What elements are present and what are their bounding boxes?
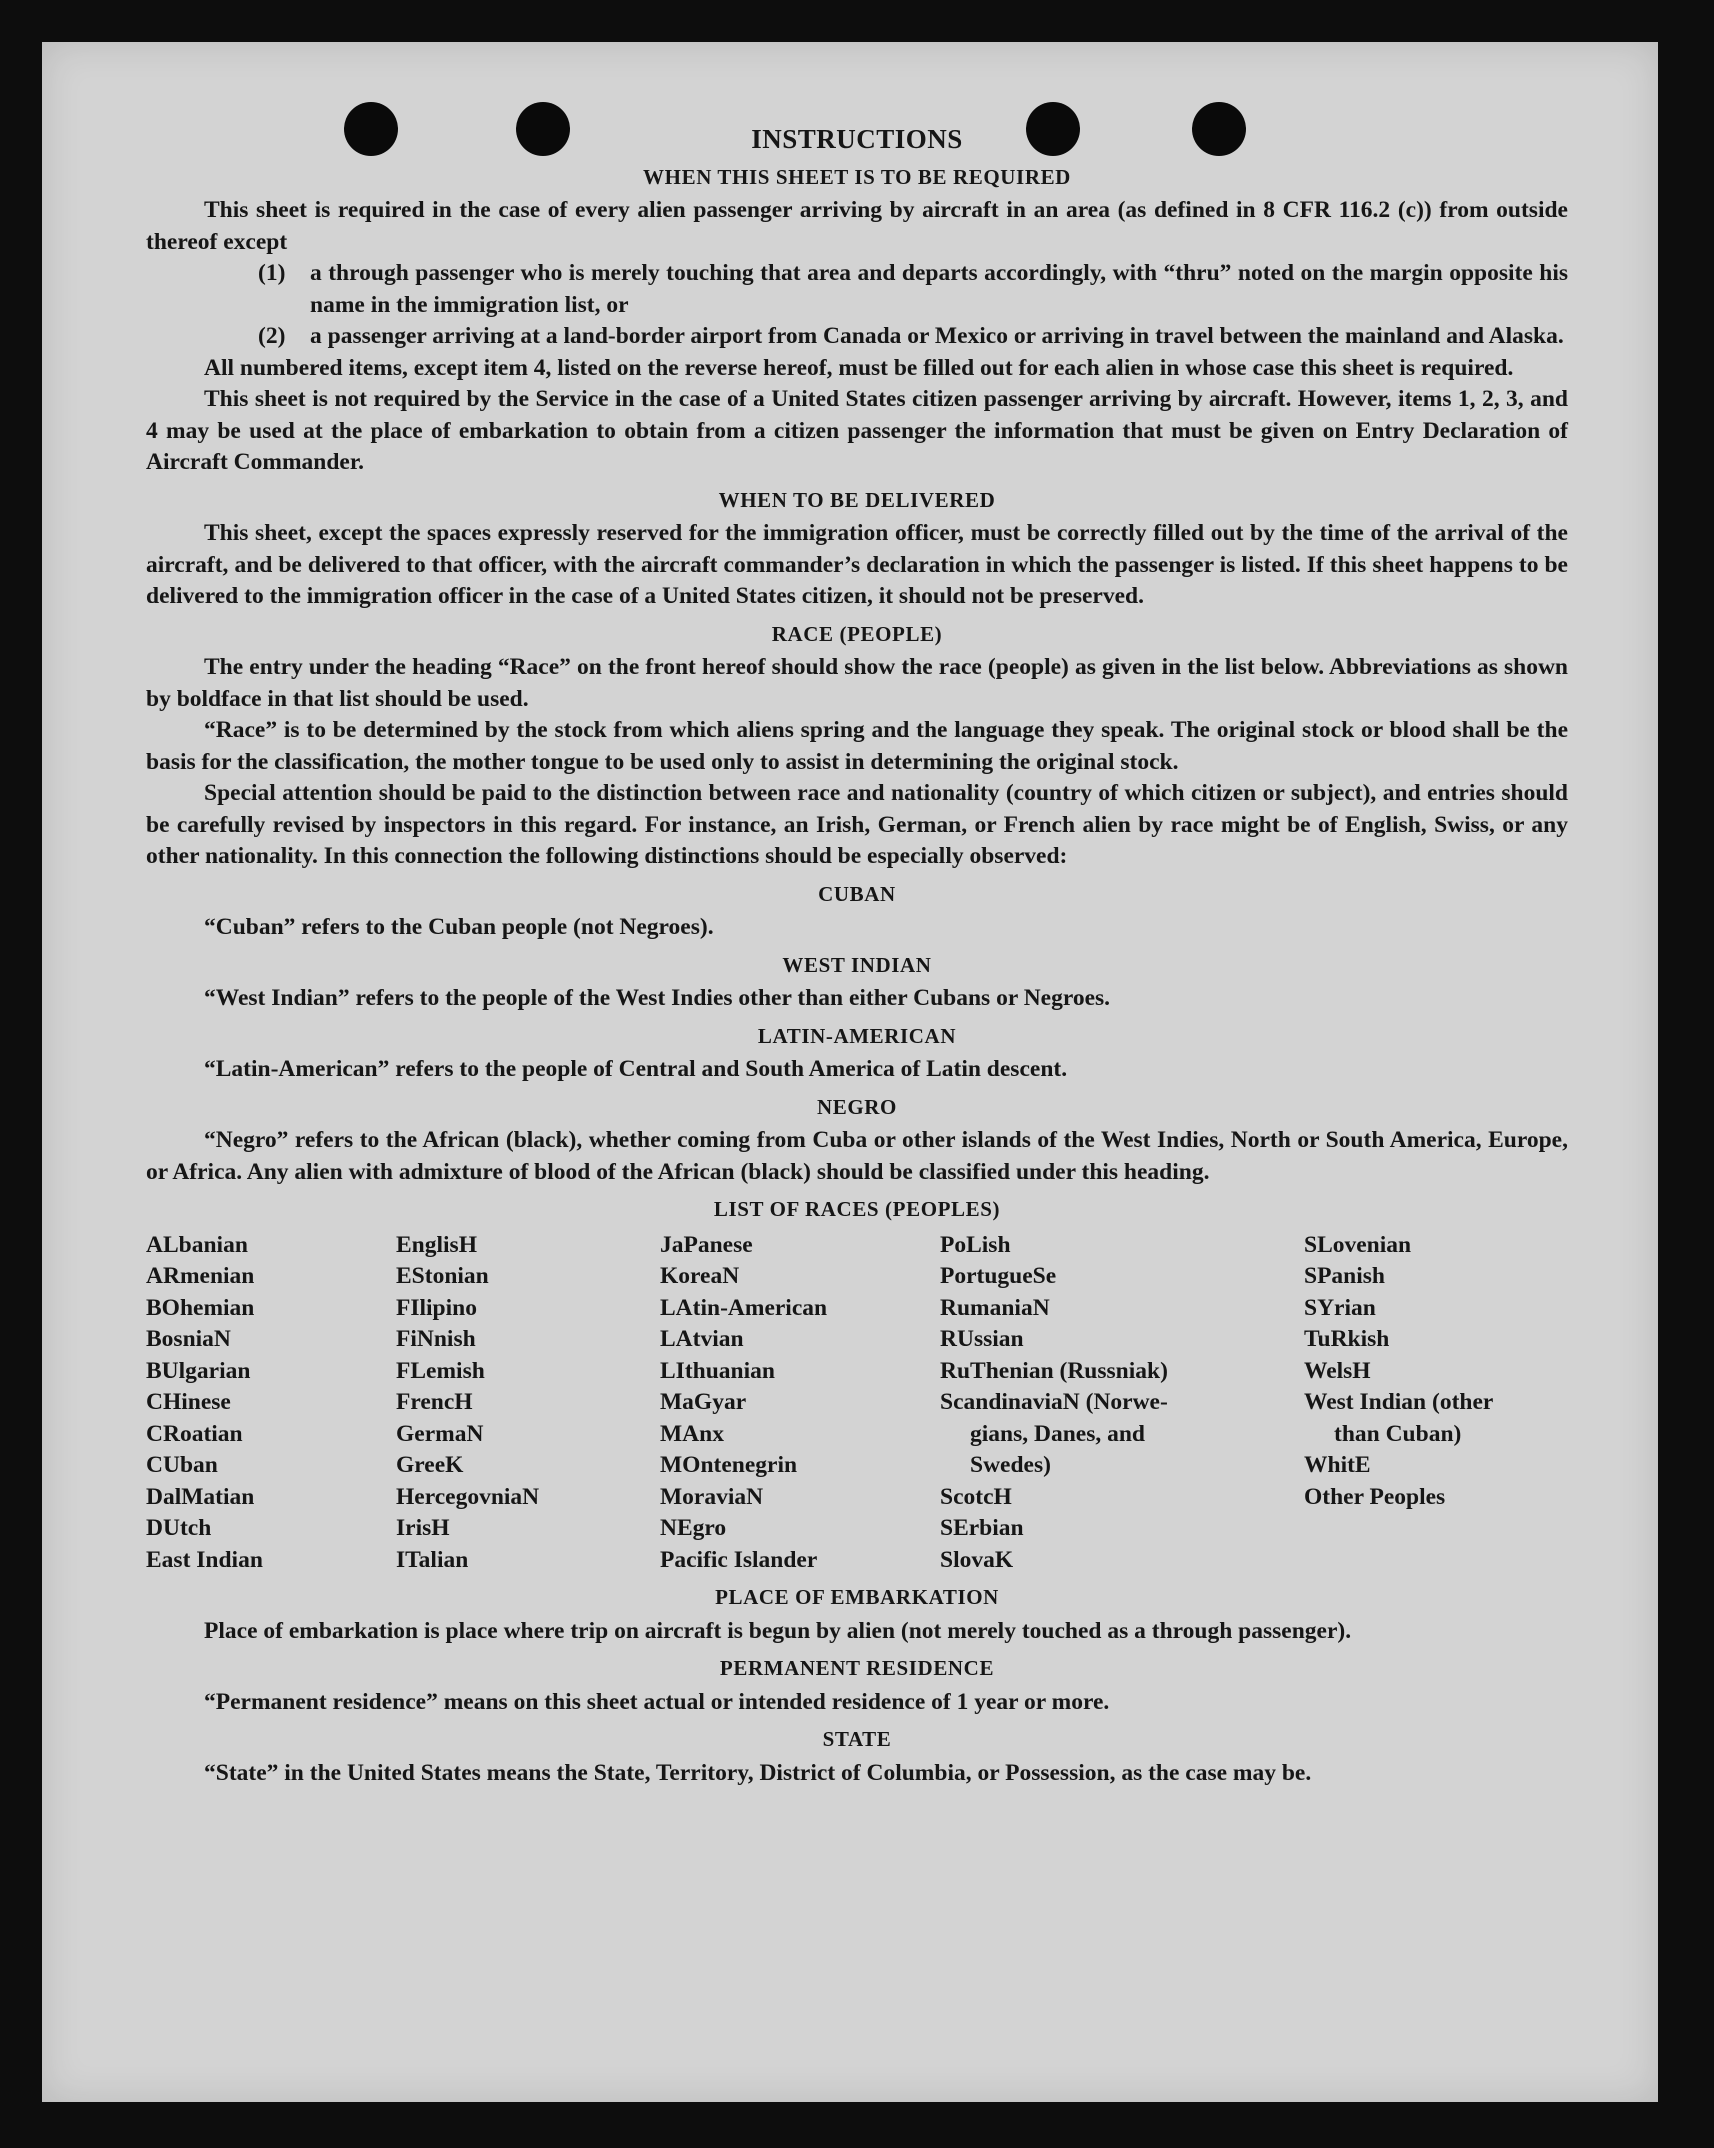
race-paragraph-1: The entry under the heading “Race” on the front hereof should show the race (people) as given in the list below. Abbreviations as shown by boldface in that list should be used.: [146, 654, 1568, 712]
instructions-body: [146, 124, 1568, 1789]
when-required-intro: This sheet is required in the case of every alien passenger arriving by aircraft in an area (as defined in 8 CFR 116.2 (c)) from outside thereof except: [146, 197, 1568, 255]
race-entry: ARmenian: [146, 1263, 255, 1289]
race-entry: ALbanian: [146, 1231, 248, 1258]
race-entry: WelsH: [1304, 1357, 1371, 1384]
race-entry: BUlgarian: [146, 1357, 251, 1384]
heading-state: STATE: [822, 1727, 892, 1751]
heading-latin-american: LATIN-AMERICAN: [757, 1023, 957, 1048]
heading-permanent-residence: PERMANENT RESIDENCE: [719, 1656, 995, 1680]
race-entry: MoraviaN: [660, 1483, 764, 1510]
race-entry: NEgro: [660, 1515, 727, 1541]
races-column: [146, 1230, 396, 1577]
document-sheet: [42, 42, 1658, 2102]
race-entry: SlovaK: [940, 1546, 1014, 1573]
race-entry: DUtch: [146, 1515, 212, 1541]
race-entry: Other Peoples: [1304, 1483, 1446, 1510]
race-entry: GreeK: [396, 1452, 464, 1478]
race-entry: Pacific Islander: [660, 1546, 818, 1573]
race-entry: PortugueSe: [940, 1263, 1057, 1289]
race-entry: GermaN: [396, 1420, 484, 1447]
race-entry: ScotcH: [940, 1483, 1012, 1510]
race-entry: East Indian: [146, 1546, 263, 1573]
race-entry: ITalian: [396, 1546, 469, 1573]
race-entry: CUban: [146, 1452, 218, 1478]
cuban-text: “Cuban” refers to the Cuban people (not Negroes).: [204, 914, 714, 940]
heading-when-required: WHEN THIS SHEET IS TO BE REQUIRED: [643, 164, 1071, 189]
race-entry: gians, Danes, and: [970, 1420, 1145, 1447]
exception-item: (1) a through passenger who is merely touching that area and departs accordingly, with “thru” noted on the margin opposite his name in the immigration list, or: [258, 260, 1568, 318]
race-entry: RUssian: [940, 1326, 1024, 1352]
race-entry: RuThenian (Russniak): [940, 1357, 1168, 1384]
race-entry: TuRkish: [1304, 1326, 1390, 1352]
race-entry: RumaniaN: [940, 1294, 1050, 1321]
negro-text: “Negro” refers to the African (black), whether coming from Cuba or other islands of the West Indies, North or South America, Europe, or Africa. Any alien with admixture of blood of the African (black) should be classified under this heading.: [146, 1127, 1568, 1185]
race-entry: PoLish: [940, 1231, 1011, 1258]
race-entry: SErbian: [940, 1515, 1024, 1541]
races-column: [940, 1230, 1304, 1577]
race-entry: IrisH: [396, 1515, 450, 1541]
race-entry: than Cuban): [1334, 1420, 1462, 1447]
race-entry: LIthuanian: [660, 1357, 775, 1384]
embarkation-text: Place of embarkation is place where trip on aircraft is begun by alien (not merely touched as a through passenger).: [204, 1617, 1352, 1644]
heading-race: RACE (PEOPLE): [771, 621, 943, 646]
heading-when-delivered: WHEN TO BE DELIVERED: [718, 487, 996, 512]
numbered-items-paragraph: All numbered items, except item 4, listed on the reverse hereof, must be filled out for each alien in whose case this sheet is required.: [204, 354, 1514, 381]
race-entry: ScandinaviaN (Norwe-: [940, 1389, 1168, 1415]
race-entry: LAtvian: [660, 1326, 744, 1352]
races-list: [146, 1230, 1568, 1577]
race-paragraph-2: “Race” is to be determined by the stock from which aliens spring and the language they speak. The original stock or blood shall be the basis for the classification, the mother tongue to be used only to assist in determining the original stock.: [146, 717, 1568, 775]
race-entry: KoreaN: [660, 1263, 740, 1289]
race-paragraph-3: Special attention should be paid to the distinction between race and nationality (country of which citizen or subject), and entries should be carefully revised by inspectors in this regard. For instance, an Irish, German, or French alien by race might be of English, Swiss, or any other nationality. In this connection the following distinctions should be especially observed:: [146, 780, 1568, 869]
race-entry: FiNnish: [396, 1326, 476, 1352]
race-entry: JaPanese: [660, 1231, 753, 1258]
heading-place-of-embarkation: PLACE OF EMBARKATION: [715, 1585, 999, 1609]
races-column: [1304, 1230, 1568, 1577]
state-text: “State” in the United States means the State, Territory, District of Columbia, or Possession, as the case may be.: [204, 1759, 1312, 1786]
heading-west-indian: WEST INDIAN: [782, 952, 932, 977]
race-entry: SPanish: [1304, 1263, 1385, 1289]
races-column: [396, 1230, 660, 1577]
race-entry: HercegovniaN: [396, 1483, 540, 1510]
races-column: [660, 1230, 940, 1577]
race-entry: SLovenian: [1304, 1231, 1412, 1258]
race-entry: EStonian: [396, 1263, 489, 1289]
race-entry: MAnx: [660, 1420, 724, 1447]
race-entry: SYrian: [1304, 1294, 1376, 1321]
race-entry: MOntenegrin: [660, 1452, 798, 1478]
race-entry: West Indian (other: [1304, 1389, 1494, 1415]
west-indian-text: “West Indian” refers to the people of the West Indies other than either Cubans or Negroes.: [204, 985, 1111, 1011]
heading-list-of-races: LIST OF RACES (PEOPLES): [713, 1197, 1001, 1221]
residence-text: “Permanent residence” means on this sheet actual or intended residence of 1 year or more.: [204, 1688, 1110, 1715]
race-entry: DalMatian: [146, 1483, 255, 1510]
citizen-paragraph: This sheet is not required by the Service in the case of a United States citizen passenger arriving by aircraft. However, items 1, 2, 3, and 4 may be used at the place of embarkation to obtain from a citizen passenger the information that must be given on Entry Declaration of Aircraft Commander.: [146, 386, 1568, 475]
race-entry: CRoatian: [146, 1420, 243, 1447]
heading-cuban: CUBAN: [818, 881, 896, 906]
race-entry: FLemish: [396, 1357, 485, 1384]
race-entry: MaGyar: [660, 1389, 747, 1415]
race-entry: FIlipino: [396, 1294, 477, 1321]
latin-american-text: “Latin-American” refers to the people of Central and South America of Latin descent.: [204, 1056, 1068, 1082]
race-entry: LAtin-American: [660, 1294, 828, 1321]
race-entry: WhitE: [1304, 1452, 1371, 1478]
race-entry: BOhemian: [146, 1294, 255, 1321]
race-entry: EnglisH: [396, 1231, 477, 1258]
heading-negro: NEGRO: [816, 1094, 897, 1119]
race-entry: FrencH: [396, 1389, 473, 1415]
race-entry: BosniaN: [146, 1326, 231, 1352]
race-entry: CHinese: [146, 1389, 231, 1415]
when-delivered-text: This sheet, except the spaces expressly reserved for the immigration officer, must be correctly filled out by the time of the arrival of the aircraft, and be delivered to that officer, with the aircraft commander’s declaration in which the passenger is listed. If this sheet happens to be delivered to the immigration officer in the case of a United States citizen, it should not be preserved.: [146, 520, 1568, 609]
page-title: INSTRUCTIONS: [751, 124, 963, 154]
race-entry: Swedes): [970, 1452, 1051, 1478]
exception-item: (2) a passenger arriving at a land-border airport from Canada or Mexico or arriving in travel between the mainland and Alaska.: [258, 323, 1564, 349]
